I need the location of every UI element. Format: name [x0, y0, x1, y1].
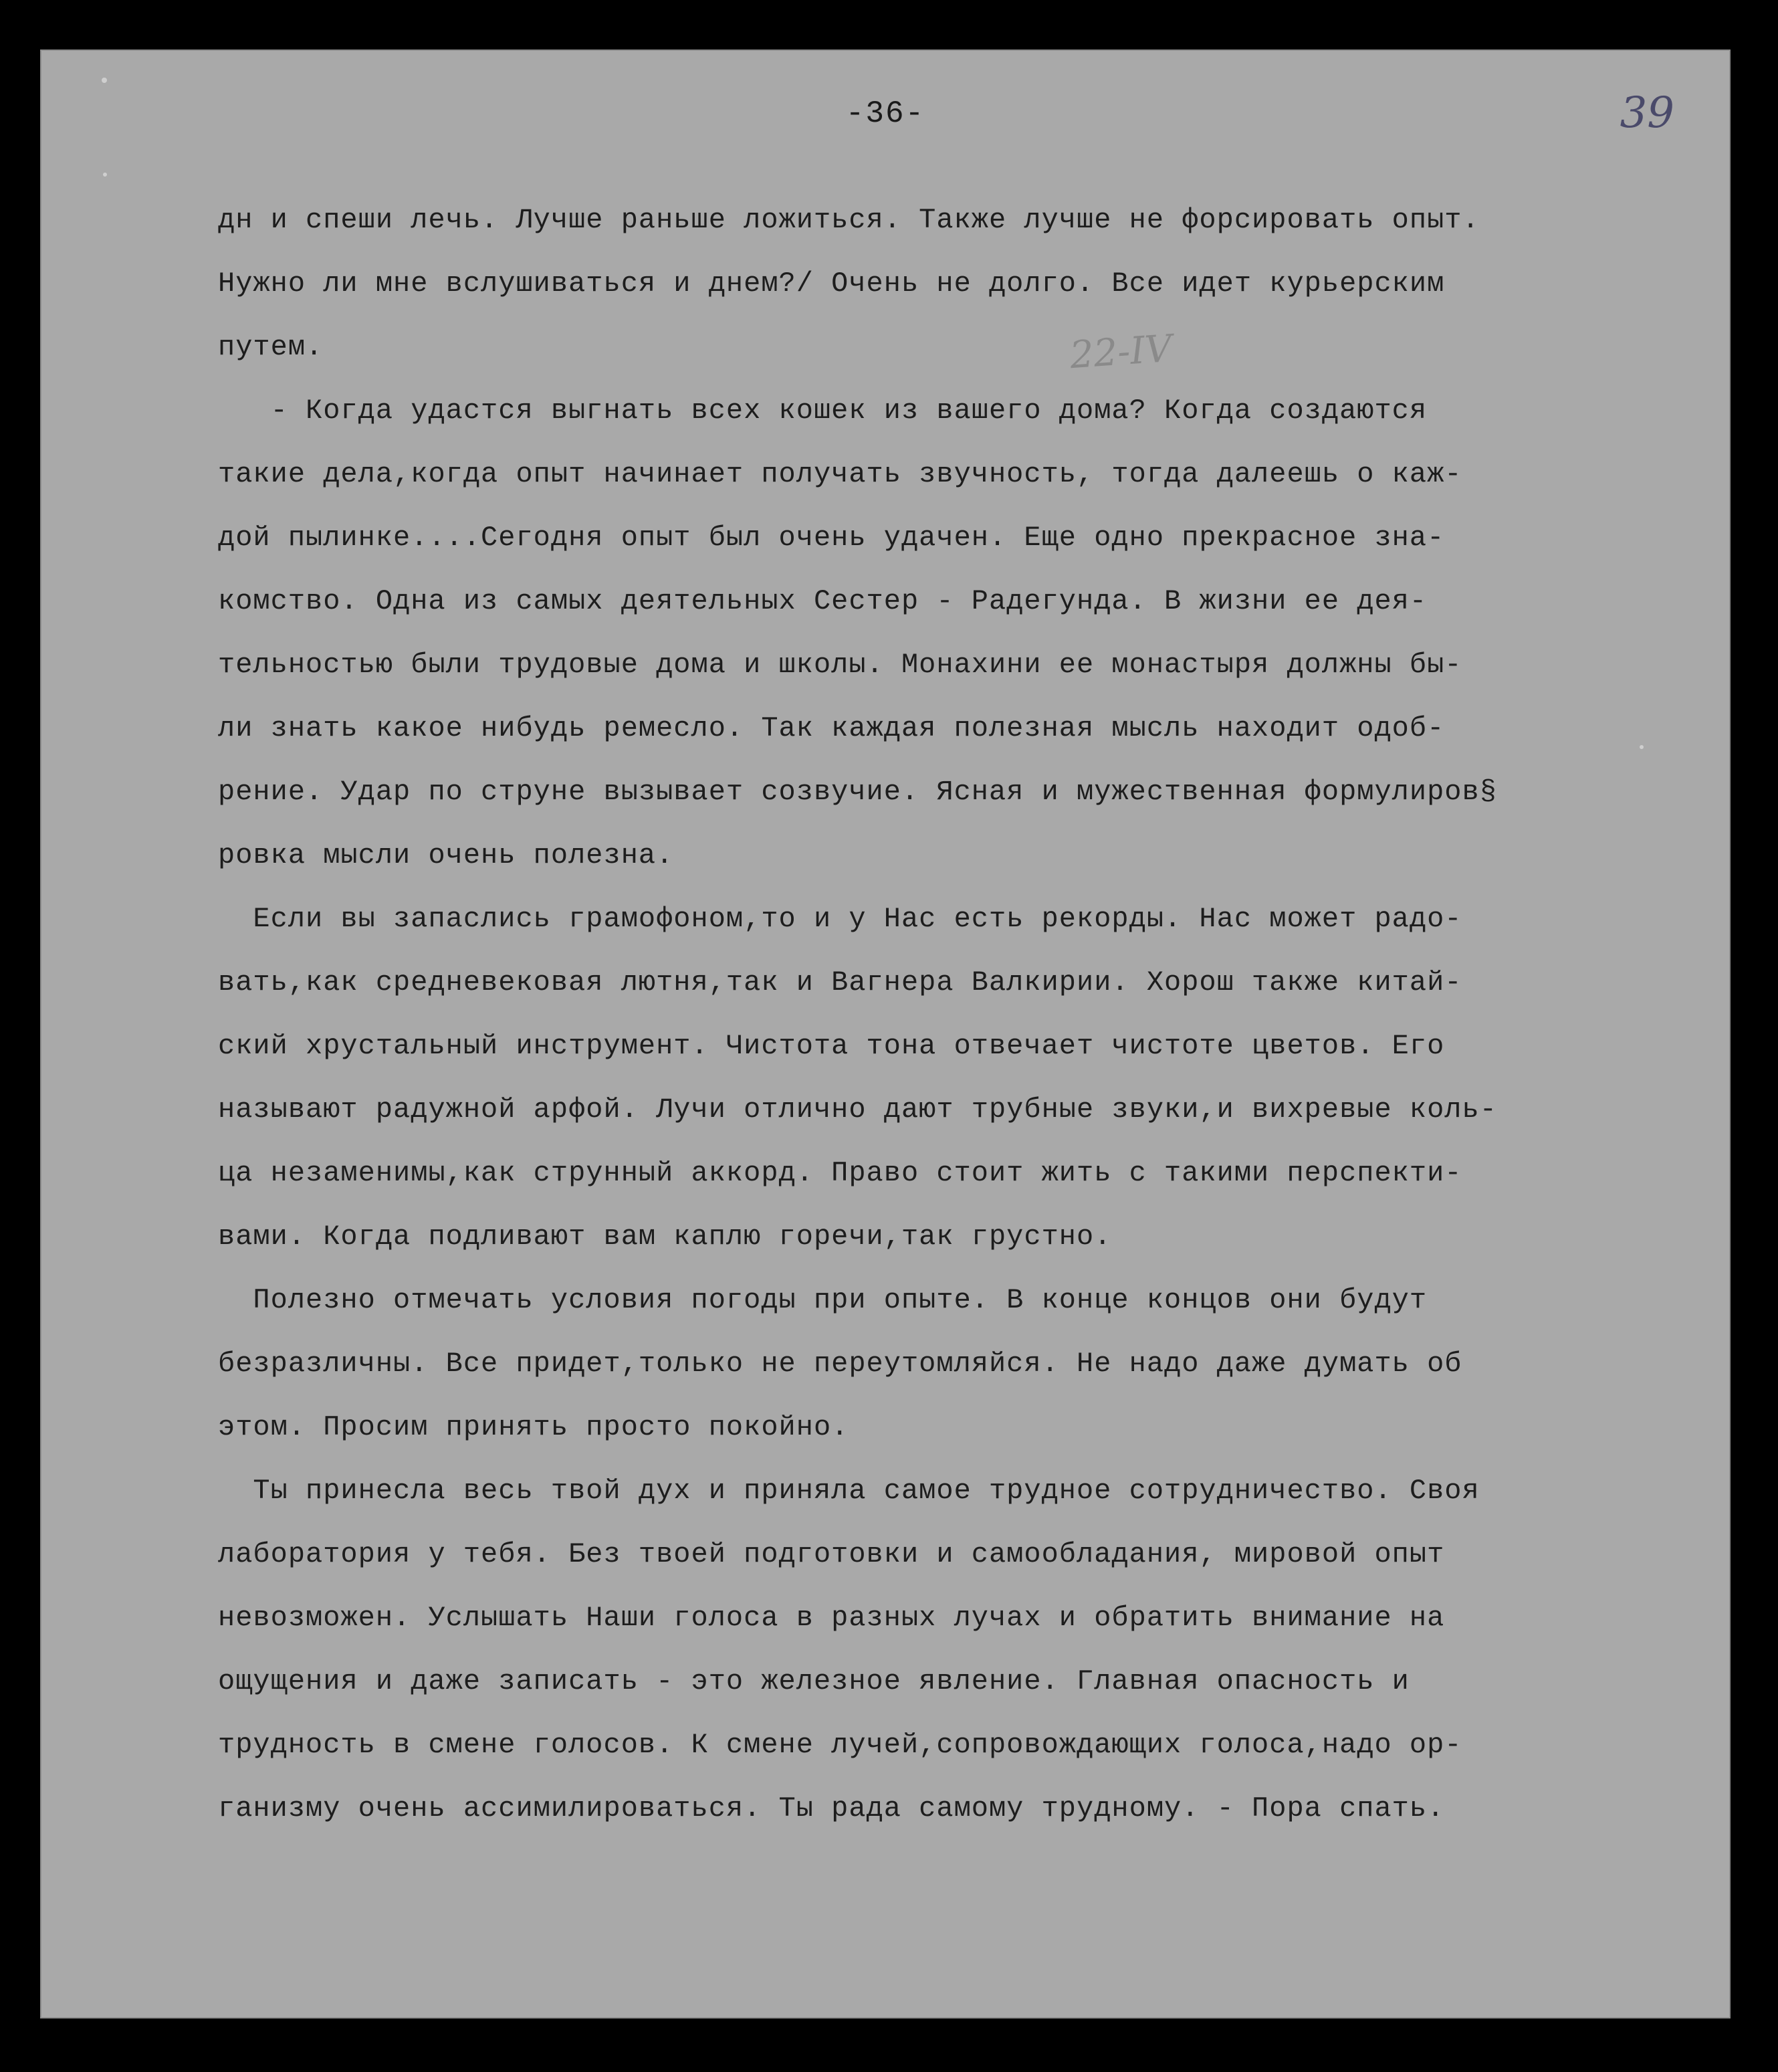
text-line: невозможен. Услышать Наши голоса в разных лучах и обратить внимание на: [218, 1602, 1445, 1634]
text-line: ли знать какое нибудь ремесло. Так каждая полезная мысль находит одоб-: [218, 712, 1445, 744]
page-number: -36-: [845, 96, 925, 131]
handwritten-date-note: 22-IV: [1068, 326, 1174, 378]
text-line: ощущения и даже записать - это железное явление. Главная опасность и: [218, 1665, 1410, 1697]
text-line: вами. Когда подливают вам каплю горечи,так грустно.: [218, 1221, 1112, 1253]
text-line: Ты принесла весь твой дух и приняла самое трудное сотрудничество. Своя: [218, 1475, 1480, 1507]
text-line: дой пылинке....Сегодня опыт был очень удачен. Еще одно прекрасное зна-: [218, 522, 1445, 554]
paper-speck: [103, 173, 107, 177]
typed-text-body: [218, 189, 1669, 1841]
paper-speck: [102, 78, 107, 83]
text-line: ровка мысли очень полезна.: [218, 839, 674, 871]
text-line: путем.: [218, 331, 324, 363]
text-line: Нужно ли мне вслушиваться и днем?/ Очень не долго. Все идет курьерским: [218, 268, 1445, 300]
text-line: Полезно отмечать условия погоды при опыте. В конце концов они будут: [218, 1284, 1428, 1316]
text-line: - Когда удастся выгнать всех кошек из вашего дома? Когда создаются: [218, 395, 1428, 427]
text-line: комство. Одна из самых деятельных Сестер - Радегунда. В жизни ее дея-: [218, 585, 1428, 617]
text-line: дн и спеши лечь. Лучше раньше ложиться. Также лучше не форсировать опыт.: [218, 204, 1480, 236]
text-line: лаборатория у тебя. Без твоей подготовки и самообладания, мировой опыт: [218, 1538, 1445, 1570]
text-line: такие дела,когда опыт начинает получать звучность, тогда далеешь о каж-: [218, 458, 1462, 490]
text-line: этом. Просим принять просто покойно.: [218, 1411, 849, 1443]
text-line: вать,как средневековая лютня,так и Вагнера Валкирии. Хорош также китай-: [218, 966, 1462, 999]
text-line: называют радужной арфой. Лучи отлично дают трубные звуки,и вихревые коль-: [218, 1094, 1497, 1126]
text-line: рение. Удар по струне вызывает созвучие. Ясная и мужественная формулиров§: [218, 776, 1497, 808]
text-line: ский хрустальный инструмент. Чистота тона отвечает чистоте цветов. Его: [218, 1030, 1445, 1062]
text-line: безразличны. Все придет,только не переутомляйся. Не надо даже думать об: [218, 1348, 1462, 1380]
text-line: ганизму очень ассимилироваться. Ты рада самому трудному. - Пора спать.: [218, 1792, 1445, 1825]
text-line: Если вы запаслись грамофоном,то и у Нас есть рекорды. Нас может радо-: [218, 903, 1462, 935]
archive-number: 39: [1620, 88, 1674, 138]
paper-sheet: [40, 49, 1731, 2018]
text-line: трудность в смене голосов. К смене лучей,сопровождающих голоса,надо ор-: [218, 1729, 1462, 1761]
text-line: ца незаменимы,как струнный аккорд. Право стоит жить с такими перспекти-: [218, 1157, 1462, 1189]
text-line: тельностью были трудовые дома и школы. Монахини ее монастыря должны бы-: [218, 649, 1462, 681]
